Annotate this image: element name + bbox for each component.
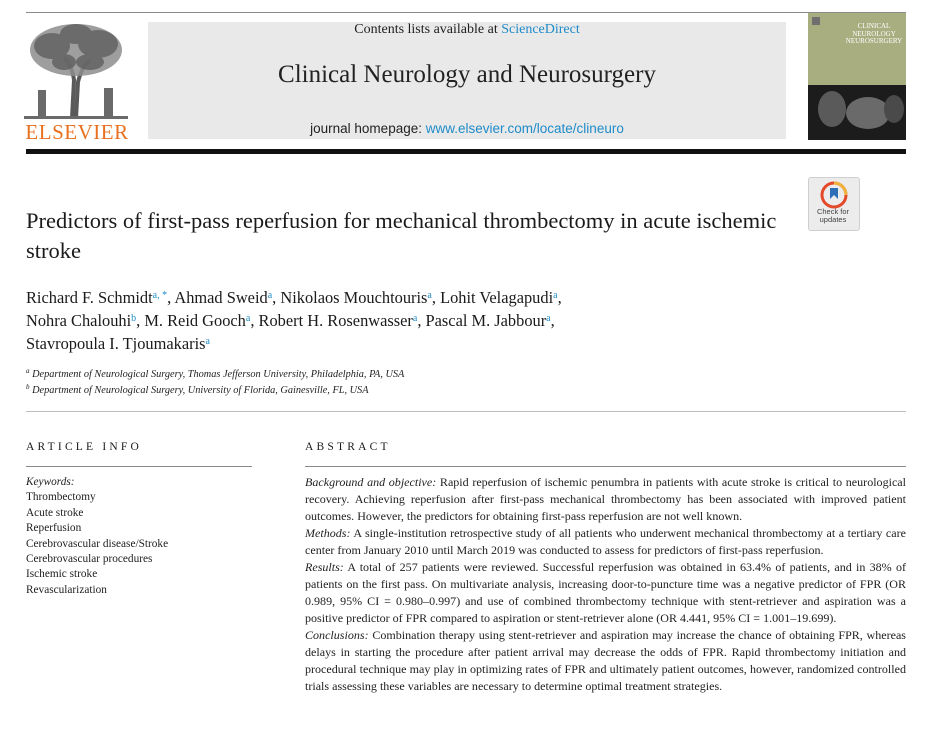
keywords-label: Keywords: — [26, 476, 75, 488]
cover-title-line1: CLINICAL — [857, 22, 891, 30]
abstract-heading: ABSTRACT — [305, 441, 391, 453]
abstract-conclusions: Conclusions: Combination therapy using stent-retriever and aspiration may increase the chance of obtaining FPR, whereas delays in starting the procedure after patient arrival may decrease the odds of FPR. Rapid thrombectomy initiation and procedural technique may play in optimizing rates of FPR and ultimately patient outcomes, however, randomized controlled trials assessing these variables are necessary to determine optimal treatment strategies. — [305, 628, 906, 693]
author-affiliation-mark[interactable]: a — [205, 336, 210, 347]
author-affiliation-mark[interactable]: a — [412, 313, 418, 324]
keyword-item: Ischemic stroke — [26, 568, 98, 581]
author-list: Richard F. Schmidt$^{a, *}$, Ahmad Sweid$^a$, Nikolaos Mouchtouris$^a$, Lohit Velagapudi$^a$, Nohra Chalouhi$^b$, M. Reid Gooch$^a$, Robert H. Rosenwasser$^a$, Pascal M. Jabbour$^a$, Stavropoula I. Tjoumakaris$^a$ — [26, 288, 562, 353]
keywords-list — [26, 475, 168, 598]
author-affiliation-mark[interactable]: a — [245, 313, 251, 324]
top-rule — [26, 12, 906, 13]
journal-cover[interactable] — [808, 13, 906, 140]
author-affiliation-mark[interactable]: a — [553, 290, 558, 301]
author[interactable]: Pascal M. Jabbour$^a$ — [425, 311, 551, 330]
divider — [305, 466, 906, 467]
abstract-body — [305, 474, 906, 695]
author-affiliation-mark[interactable]: a — [546, 313, 551, 324]
author[interactable]: Nohra Chalouhi$^b$ — [26, 311, 137, 330]
keyword-item: Cerebrovascular disease/Stroke — [26, 537, 169, 550]
keyword-item: Cerebrovascular procedures — [26, 553, 153, 566]
keyword-item: Thrombectomy — [26, 491, 96, 504]
homepage-line — [148, 121, 786, 136]
author-affiliation-mark[interactable]: a, * — [152, 290, 168, 301]
keyword-item: Reperfusion — [26, 522, 82, 535]
cover-title-line2: NEUROLOGY — [852, 29, 896, 38]
author[interactable]: Lohit Velagapudi$^a$ — [440, 288, 558, 307]
homepage-link[interactable]: www.elsevier.com/locate/clineuro — [425, 121, 624, 136]
divider — [26, 411, 906, 412]
article-info-heading: ARTICLE INFO — [26, 441, 142, 453]
author[interactable]: Richard F. Schmidt$^{a, *}$ — [26, 288, 168, 307]
affiliation-item: $^a$ Department of Neurological Surgery, Thomas Jefferson University, Philadelphia, PA, USA — [26, 367, 405, 380]
author[interactable]: Robert H. Rosenwasser$^a$ — [258, 311, 418, 330]
abstract-background: Background and objective: Rapid reperfusion of ischemic penumbra in patients with acute stroke is critical to neurological recovery. Achieving reperfusion after first-pass mechanical thrombectomy has been associated with improved patient outcomes. However, the predictors for obtaining first-pass reperfusion are not well known. — [305, 475, 906, 523]
check-updates-line2: updates — [819, 215, 847, 224]
contents-prefix: Contents lists available at — [354, 22, 498, 37]
author[interactable]: Nikolaos Mouchtouris$^a$ — [280, 288, 432, 307]
author[interactable]: Ahmad Sweid$^a$ — [174, 288, 273, 307]
contents-line — [148, 22, 786, 38]
author[interactable]: M. Reid Gooch$^a$ — [144, 311, 251, 330]
header-rule — [26, 149, 906, 154]
article-title: Predictors of first-pass reperfusion for mechanical thrombectomy in acute ischemic stroke — [26, 208, 777, 263]
check-for-updates-label[interactable] — [808, 208, 858, 224]
check-updates-line1: Check for — [816, 207, 850, 216]
author-affiliation-mark[interactable]: a — [427, 290, 432, 301]
publisher-wordmark[interactable]: ELSEVIER — [25, 120, 129, 144]
author-affiliation-mark[interactable]: a — [267, 290, 273, 301]
homepage-prefix: journal homepage: — [310, 121, 422, 136]
keyword-item: Acute stroke — [26, 506, 84, 519]
abstract-results: Results: A total of 257 patients were reviewed. Successful reperfusion was obtained in 63.4% of patients, and in 38% of patients on the first pass. On multivariate analysis, increasing door-to-puncture time was a negative predictor of FPR (OR 0.989, 95% CI = 0.980–0.997) and use of combined thrombectomy technique with stent-retriever and aspiration was a positive predictor of FPR compared to aspiration or stent-retriever alone (OR 4.441, 95% CI = 1.001–19.699). — [305, 560, 906, 625]
journal-title[interactable]: Clinical Neurology and Neurosurgery — [278, 61, 656, 88]
author[interactable]: Stavropoula I. Tjoumakaris$^a$ — [26, 334, 210, 353]
divider — [26, 466, 252, 467]
author-affiliation-mark[interactable]: b — [131, 313, 137, 324]
sciencedirect-link[interactable]: ScienceDirect — [501, 22, 580, 37]
affiliations — [26, 367, 726, 398]
cover-title-line3: NEUROSURGERY — [845, 37, 903, 45]
affiliation-item: $^b$ Department of Neurological Surgery, University of Florida, Gainesville, FL, USA — [26, 382, 369, 396]
abstract-methods: Methods: A single-institution retrospective study of all patients who underwent mechanical thrombectomy at a tertiary care center from January 2010 until March 2019 was conducted to assess for predictors of first-pass reperfusion. — [305, 526, 906, 557]
keyword-item: Revascularization — [26, 583, 107, 596]
